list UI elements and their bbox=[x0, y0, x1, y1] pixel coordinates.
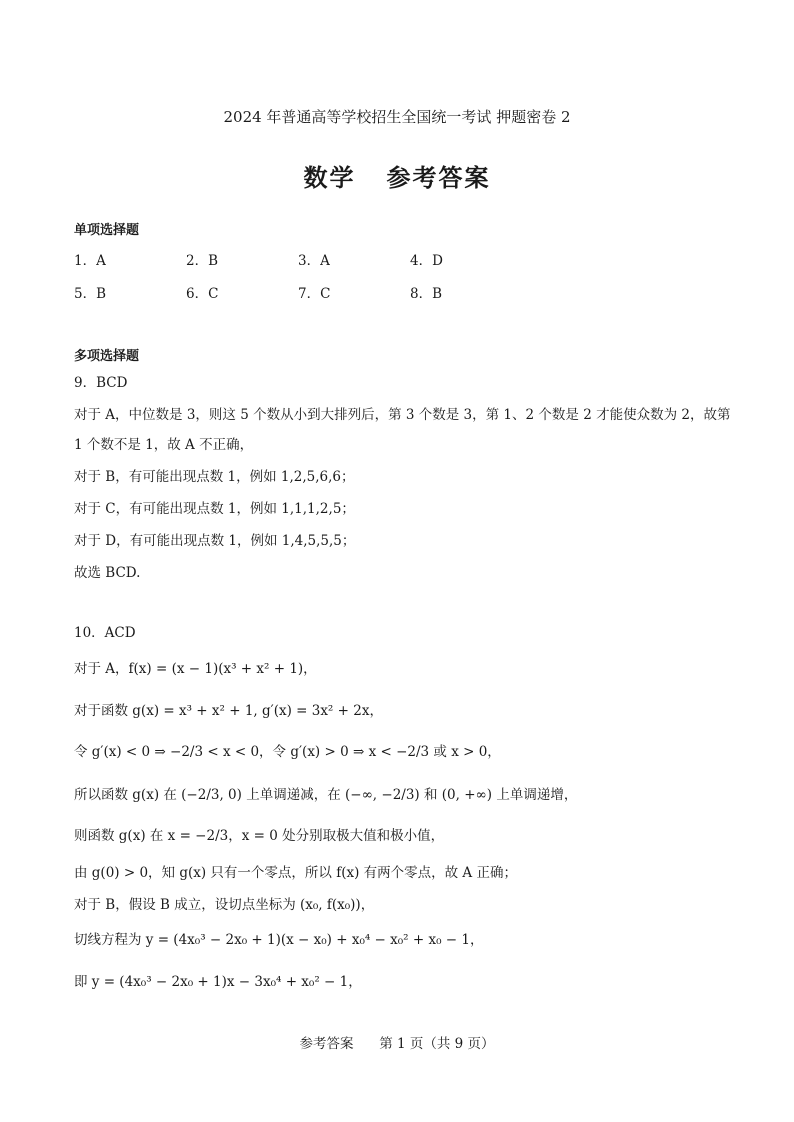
q10-line-2: 对于函数 g(x) = x³ + x² + 1, g′(x) = 3x² + 2x， bbox=[74, 703, 383, 719]
answer-1: 1．A bbox=[74, 253, 106, 269]
section-heading-single-choice: 单项选择题 bbox=[74, 223, 140, 238]
q10-line-1: 对于 A，f(x) = (x − 1)(x³ + x² + 1)， bbox=[74, 661, 317, 677]
q9-line-1: 对于 A，中位数是 3，则这 5 个数从小到大排列后，第 3 个数是 3，第 1、2 个数是 2 才能使众数为 2，故第 bbox=[74, 407, 731, 423]
q9-line-6: 故选 BCD. bbox=[74, 565, 141, 581]
answer-8: 8．B bbox=[410, 286, 443, 302]
answer-3: 3．A bbox=[298, 253, 330, 269]
q10-line-6: 由 g(0) > 0，知 g(x) 只有一个零点，所以 f(x) 有两个零点，故 A 正确； bbox=[74, 865, 517, 881]
q10-line-4: 所以函数 g(x) 在 (−2/3, 0) 上单调递减，在 (−∞, −2/3) 和 (0, +∞) 上单调递增， bbox=[74, 787, 578, 803]
exam-title: 2024 年普通高等学校招生全国统一考试 押题密卷 2 bbox=[223, 108, 571, 126]
q9-line-2: 1 个数不是 1，故 A 不正确， bbox=[74, 437, 254, 453]
q9-line-5: 对于 D，有可能出现点数 1，例如 1,4,5,5,5； bbox=[74, 533, 356, 549]
answer-6: 6．C bbox=[186, 286, 219, 302]
q10-line-8: 切线方程为 y = (4x₀³ − 2x₀ + 1)(x − x₀) + x₀⁴ − x₀² + x₀ − 1， bbox=[74, 932, 484, 948]
q10-line-3: 令 g′(x) < 0 ⇒ −2/3 < x < 0，令 g′(x) > 0 ⇒ x < −2/3 或 x > 0， bbox=[74, 744, 501, 760]
page-footer: 参考答案 第 1 页（共 9 页） bbox=[299, 1036, 495, 1052]
q9-line-4: 对于 C，有可能出现点数 1，例如 1,1,1,2,5； bbox=[74, 501, 355, 517]
section-heading-multi-choice: 多项选择题 bbox=[74, 349, 140, 364]
q10-line-7: 对于 B，假设 B 成立，设切点坐标为 (x₀, f(x₀))， bbox=[74, 897, 375, 913]
q10-line-9: 即 y = (4x₀³ − 2x₀ + 1)x − 3x₀⁴ + x₀² − 1， bbox=[74, 974, 362, 990]
q9-answer: 9．BCD bbox=[74, 375, 128, 391]
q10-line-5: 则函数 g(x) 在 x = −2/3，x = 0 处分别取极大值和极小值， bbox=[74, 828, 445, 844]
answer-5: 5．B bbox=[74, 286, 107, 302]
answer-4: 4．D bbox=[410, 253, 443, 269]
page-title: 数学 参考答案 bbox=[303, 163, 491, 192]
q9-line-3: 对于 B，有可能出现点数 1，例如 1,2,5,6,6； bbox=[74, 469, 355, 485]
answer-7: 7．C bbox=[298, 286, 331, 302]
answer-2: 2．B bbox=[186, 253, 219, 269]
q10-answer: 10．ACD bbox=[74, 625, 136, 641]
